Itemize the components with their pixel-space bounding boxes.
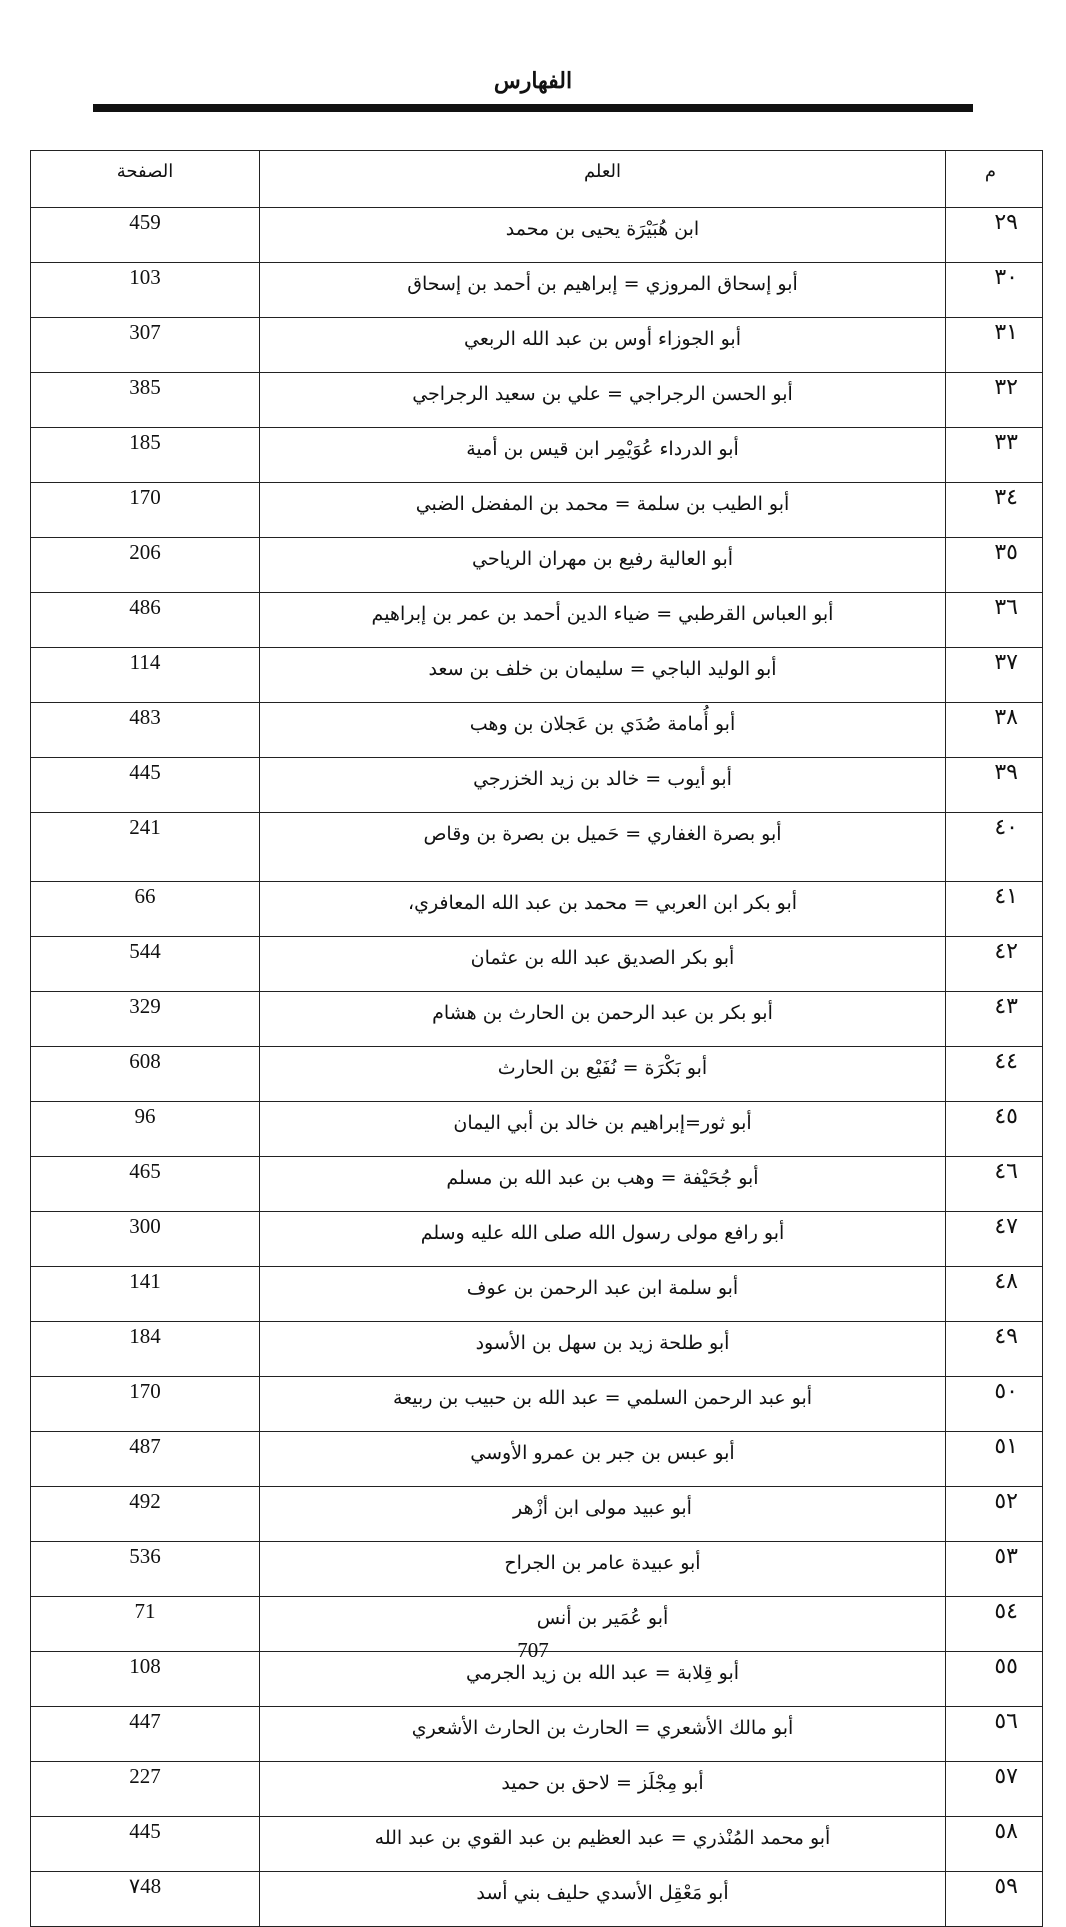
- table-row: [31, 1487, 1043, 1542]
- row-name: أبو العالية رفيع بن مهران الرياحي: [260, 538, 946, 593]
- row-name: أبو العباس القرطبي = ضياء الدين أحمد بن عمر بن إبراهيم: [260, 593, 946, 648]
- row-name: أبو قِلابة = عبد الله بن زيد الجرمي: [260, 1652, 946, 1707]
- row-page: 465: [31, 1157, 260, 1212]
- column-header-page: الصفحة: [31, 151, 260, 208]
- row-page: 141: [31, 1267, 260, 1322]
- row-name: أبو رافع مولى رسول الله صلى الله عليه وسلم: [260, 1212, 946, 1267]
- table-row: [31, 1542, 1043, 1597]
- table-row: [31, 813, 1043, 882]
- row-number: ٥٨: [946, 1817, 1043, 1872]
- table-row: [31, 1432, 1043, 1487]
- row-page: 66: [31, 882, 260, 937]
- table-row: [31, 483, 1043, 538]
- row-number: ٥٤: [946, 1597, 1043, 1652]
- header-rule: [93, 104, 973, 112]
- row-page: 184: [31, 1322, 260, 1377]
- row-page: 114: [31, 648, 260, 703]
- row-name: أبو عبد الرحمن السلمي = عبد الله بن حبيب بن ربيعة: [260, 1377, 946, 1432]
- table-row: [31, 593, 1043, 648]
- row-page: 170: [31, 1377, 260, 1432]
- table-row: [31, 937, 1043, 992]
- row-name: أبو طلحة زيد بن سهل بن الأسود: [260, 1322, 946, 1377]
- row-page: 544: [31, 937, 260, 992]
- row-number: ٤٥: [946, 1102, 1043, 1157]
- row-page: 103: [31, 263, 260, 318]
- table-body: [31, 208, 1043, 1927]
- row-number: ٥٢: [946, 1487, 1043, 1542]
- row-number: ٥٠: [946, 1377, 1043, 1432]
- row-page: 445: [31, 758, 260, 813]
- row-name: أبو عبيدة عامر بن الجراح: [260, 1542, 946, 1597]
- row-name: أبو سلمة ابن عبد الرحمن بن عوف: [260, 1267, 946, 1322]
- row-number: ٤٩: [946, 1322, 1043, 1377]
- row-page: 185: [31, 428, 260, 483]
- row-name: أبو عبس بن جبر بن عمرو الأوسي: [260, 1432, 946, 1487]
- table-row: [31, 992, 1043, 1047]
- row-page: 445: [31, 1817, 260, 1872]
- row-number: ٣٠: [946, 263, 1043, 318]
- table-row: [31, 1047, 1043, 1102]
- row-number: ٤٣: [946, 992, 1043, 1047]
- row-number: ٤٧: [946, 1212, 1043, 1267]
- row-number: ٤٤: [946, 1047, 1043, 1102]
- column-header-name: العلم: [260, 151, 946, 208]
- row-name: أبو محمد المُنْذري = عبد العظيم بن عبد القوي بن عبد الله: [260, 1817, 946, 1872]
- table-row: [31, 1102, 1043, 1157]
- row-name: أبو بصرة الغفاري = حَميل بن بصرة بن وقاص: [260, 813, 946, 882]
- row-name: أبو بكر ابن العربي = محمد بن عبد الله المعافري،: [260, 882, 946, 937]
- row-number: ٥٦: [946, 1707, 1043, 1762]
- row-name: أبو ثور=إبراهيم بن خالد بن أبي اليمان: [260, 1102, 946, 1157]
- table-header-row: [31, 151, 1043, 208]
- row-number: ٥٥: [946, 1652, 1043, 1707]
- row-name: أبو عُمَير بن أنس: [260, 1597, 946, 1652]
- table-row: [31, 428, 1043, 483]
- page-number: 707: [517, 1638, 549, 1662]
- row-number: ٢٩: [946, 208, 1043, 263]
- table-row: [31, 538, 1043, 593]
- row-name: أبو بكر الصديق عبد الله بن عثمان: [260, 937, 946, 992]
- row-page: 300: [31, 1212, 260, 1267]
- table-row: [31, 882, 1043, 937]
- row-number: ٥٧: [946, 1762, 1043, 1817]
- table-row: [31, 208, 1043, 263]
- table-row: [31, 1157, 1043, 1212]
- row-number: ٣٣: [946, 428, 1043, 483]
- table-row: [31, 373, 1043, 428]
- row-number: ٣٦: [946, 593, 1043, 648]
- row-name: أبو الحسن الرجراجي = علي بن سعيد الرجراجي: [260, 373, 946, 428]
- row-page: 487: [31, 1432, 260, 1487]
- row-name: أبو بَكْرَة = نُفَيْع بن الحارث: [260, 1047, 946, 1102]
- row-name: أبو أيوب = خالد بن زيد الخزرجي: [260, 758, 946, 813]
- row-number: ٤١: [946, 882, 1043, 937]
- row-page: 459: [31, 208, 260, 263]
- table-row: [31, 1817, 1043, 1872]
- table-row: [31, 1872, 1043, 1927]
- table-row: [31, 263, 1043, 318]
- row-name: أبو مِجْلَز = لاحق بن حميد: [260, 1762, 946, 1817]
- row-number: ٥١: [946, 1432, 1043, 1487]
- row-number: ٥٩: [946, 1872, 1043, 1927]
- row-page: 241: [31, 813, 260, 882]
- row-number: ٣٧: [946, 648, 1043, 703]
- row-number: ٣٢: [946, 373, 1043, 428]
- row-number: ٥٣: [946, 1542, 1043, 1597]
- table-row: [31, 1377, 1043, 1432]
- row-name: أبو الجوزاء أوس بن عبد الله الربعي: [260, 318, 946, 373]
- row-page: 492: [31, 1487, 260, 1542]
- row-name: أبو الدرداء عُوَيْمِر ابن قيس بن أمية: [260, 428, 946, 483]
- row-name: أبو مَعْقِل الأسدي حليف بني أسد: [260, 1872, 946, 1927]
- row-page: 329: [31, 992, 260, 1047]
- row-name: أبو أُمامة صُدَي بن عَجلان بن وهب: [260, 703, 946, 758]
- table-row: [31, 1322, 1043, 1377]
- row-name: أبو عبيد مولى ابن أزْهر: [260, 1487, 946, 1542]
- row-page: 608: [31, 1047, 260, 1102]
- row-page: 385: [31, 373, 260, 428]
- table-row: [31, 1267, 1043, 1322]
- table-row: [31, 758, 1043, 813]
- row-name: أبو الطيب بن سلمة = محمد بن المفضل الضبي: [260, 483, 946, 538]
- row-page: 170: [31, 483, 260, 538]
- row-page: 483: [31, 703, 260, 758]
- table-row: [31, 1212, 1043, 1267]
- row-name: أبو إسحاق المروزي = إبراهيم بن أحمد بن إسحاق: [260, 263, 946, 318]
- row-page: ٧48: [31, 1872, 260, 1927]
- row-number: ٣٨: [946, 703, 1043, 758]
- table-row: [31, 648, 1043, 703]
- row-number: ٣٤: [946, 483, 1043, 538]
- row-number: ٤٦: [946, 1157, 1043, 1212]
- row-number: ٤٢: [946, 937, 1043, 992]
- row-number: ٣١: [946, 318, 1043, 373]
- column-header-num: م: [946, 151, 1043, 208]
- row-page: 307: [31, 318, 260, 373]
- row-number: ٤٠: [946, 813, 1043, 882]
- row-page: 71: [31, 1597, 260, 1652]
- table-row: [31, 318, 1043, 373]
- row-page: 536: [31, 1542, 260, 1597]
- row-name: أبو جُحَيْفة = وهب بن عبد الله بن مسلم: [260, 1157, 946, 1212]
- row-page: 96: [31, 1102, 260, 1157]
- row-name: أبو بكر بن عبد الرحمن بن الحارث بن هشام: [260, 992, 946, 1047]
- table-row: [31, 703, 1043, 758]
- row-name: ابن هُبَيْرَة يحيى بن محمد: [260, 208, 946, 263]
- row-number: ٤٨: [946, 1267, 1043, 1322]
- table-row: [31, 1707, 1043, 1762]
- row-page: 227: [31, 1762, 260, 1817]
- row-name: أبو الوليد الباجي = سليمان بن خلف بن سعد: [260, 648, 946, 703]
- row-page: 108: [31, 1652, 260, 1707]
- row-number: ٣٩: [946, 758, 1043, 813]
- row-name: أبو مالك الأشعري = الحارث بن الحارث الأشعري: [260, 1707, 946, 1762]
- row-page: 447: [31, 1707, 260, 1762]
- row-number: ٣٥: [946, 538, 1043, 593]
- page-header-title: الفهارس: [493, 68, 573, 94]
- row-page: 486: [31, 593, 260, 648]
- row-page: 206: [31, 538, 260, 593]
- table-row: [31, 1762, 1043, 1817]
